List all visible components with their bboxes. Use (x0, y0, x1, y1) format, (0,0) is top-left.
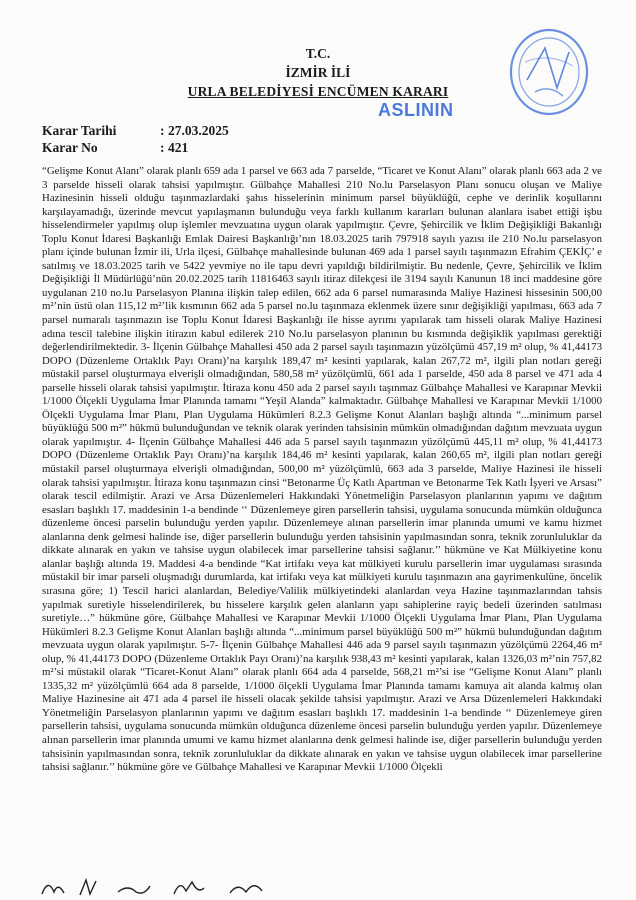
decision-meta (42, 122, 229, 156)
header-line-council-decision: URLA BELEDİYESİ ENCÜMEN KARARI (187, 84, 449, 99)
decision-body (42, 165, 602, 775)
decision-no-separator: : (160, 140, 165, 155)
header-line-tc: T.C. (305, 46, 331, 61)
decision-date-row (42, 122, 229, 139)
aslinin-stamp: ASLININ (378, 100, 454, 120)
official-seal-icon (505, 22, 593, 122)
decision-date-separator: : (160, 123, 165, 138)
decision-date-label: Karar Tarihi (42, 123, 117, 138)
header-line-province: İZMİR İLİ (285, 65, 351, 80)
decision-no-row (42, 139, 229, 156)
decision-no-value: 421 (168, 140, 189, 155)
signatures-icon (40, 876, 360, 898)
decision-no-label: Karar No (42, 140, 98, 155)
decision-paragraph: “Gelişme Konut Alanı” olarak planlı 659 ada 1 parsel ve 663 ada 7 parselde, “Ticaret ve Konut Alanı” olarak planlı 663 ada 2 ve 3 parselde hisseli olarak tahsisi yapılmıştır. Gülbahçe Mahallesi 210 No.lu Parselasyon Planı sonucu oluşan ve Maliye Hazinesinin hisseli olduğu taşınmazlardaki şahıs hisselerinin minimum parsel büyüklüğü, cephe ve derinlik koşullarını karşılayamadığı, üzerinde mevcut yapılaşmanın bulunduğu veya farklı kullanım kararları bulunan alanlara isabet ettiği işbu hisselendirmeler yapılmış olup işlemler mevzuatına uygun olarak yapılmıştır. Çevre, Şehircilik ve İklim Değişikliği Bakanlığı Toplu Konut İdaresi Başkanlığı Emlak Dairesi Başkanlığı’nın 18.03.2025 tarih 797918 sayılı yazısı ile 210 No.lu parselasyon planı içinde bulunan İzmir ili, Urla ilçesi, Gülbahçe mahallesinde bulunan 469 ada 1 parsel sayılı taşınmazın Efrahim ÇEKİÇ’ e satılmış ve 18.03.2025 tarih ve 5422 yevmiye no ile tapu devri yapıldığı bildirilmiştir. Bu nedenle, Çevre, Şehircilik ve İklim Değişikliği İl Müdürlüğü’nün 20.02.2025 tarih 11816463 sayılı itiraz dilekçesi ile 3194 sayılı Kanunun 18 inci maddesine göre uygulanan 210 no.lu Parselasyon Planına ilişkin talep edilen, 662 ada 6 parsel numarasında Maliye Hazinesi hissesinin 500,00 m²’nin üstü olan 115,12 m²’lik kısmının 662 ada 5 parsel no.lu taşınmaza eklenmek üzere sınır değişikliği yapılması, 663 ada 7 parsel numaralı taşınmazın ise Toplu Konut İdaresi Başkanlığı ile hisse ayrımı yapılarak tam hisseli olarak Maliye Hazinesi adına tescil talebine ilişkin itirazın kabul edilerek 210 No.lu parselasyon planının bu kısmında değişiklik yapılması gerektiği değerlendirilmektedir. 3- İlçenin Gülbahçe Mahallesi 450 ada 2 parsel sayılı taşınmazın yüzölçümü 457,19 m² olup, % 41,44173 DOPO (Düzenleme Ortaklık Payı Oranı)’na karşılık 189,47 m² kesinti yapılarak, kalan 267,72 m², ilgili plan notları gereği müstakil parsel oluşturmaya elverişli olmadığından, 580,58 m² yüzölçümlü, 661 ada 1 parselde, 450 ada 8 parsel ve 471 ada 4 parselle hisseli olarak tahsisi yapılmıştır. İtiraza konu 450 ada 2 parsel sayılı taşınmaz Gülbahçe Mahallesi ve Karapınar Mevkii 1/1000 Ölçekli Uygulama İmar Planında tamamı “Yeşil Alanda” kalmaktadır. Gülbahçe Mahallesi ve Karapınar Mevkii 1/1000 Ölçekli Uygulama İmar Planı, Plan Uygulama Hükümleri 8.2.3 Gelişme Konut Alanları başlığı altında “...minimum parsel büyüklüğü 500 m²” hükmü bulunduğundan ve teknik olarak yerinden tahsisinin mümkün olmadığından dağıtım mevzuata uygun olarak yapılmıştır. 4- İlçenin Gülbahçe Mahallesi 446 ada 5 parsel sayılı taşınmazın yüzölçümü 445,11 m² olup, % 41,44173 DOPO (Düzenleme Ortaklık Payı Oranı)’na karşılık 184,46 m² kesinti yapılarak, kalan 260,65 m², ilgili plan notları gereği müstakil parsel oluşturmaya elverişli olmadığından, 500,00 m² yüzölçümlü, 663 ada 3 parselde, Maliye Hazinesi ile hisseli olarak tahsisi yapılmıştır. İtiraza konu taşınmazın cinsi “Betonarme Üç Katlı Apartman ve Betonarme Tek Katlı İşyeri ve Arsası” olarak tescil edilmiştir. Arazi ve Arsa Düzenlemeleri Hakkındaki Yönetmeliğin Parselasyon planlarının yapımı ve dağıtım esasları başlıklı 17. maddesinin 1-a bendinde ‘‘ Düzenlemeye giren parsellerin tahsisi, uygulama sonucunda mümkün olduğunca düzenleme öncesi parselin bulunduğu yerden yapılır. Düzenlemeye alınan parsellerin imar planında umumi ve kamu hizmet alanlarına denk gelmesi halinde ise, diğer parsellerin bulunduğu yerden tahsisinin yapılmasından sonra, teknik zorunluluklar da dikkate alınarak en yakın ve tahsise uygun olabilecek imar parsellerine tahsisi sağlanır.’’ hükmüne ve Kat Mülkiyetine konu alanlar başlığı altında 19. Maddesi 4-a bendinde “Kat irtifakı veya kat mülkiyeti kurulu parsellerin imar uygulaması sırasında müstakil bir imar parseli oluşmadığı durumlarda, kat irtifakı veya kat mülkiyeti kurulu taşınmazın ana gayrimenkulüne, öncelik sırasına göre; 1) Tescil harici alanlardan, Belediye/Valilik mülkiyetindeki alanlardan veya Hazine taşınmazlarından tahsis yapılmak suretiyle hisselendirilerek, bu hisselere karşılık gelen alanların yapı sahiplerine rayiç bedeli üzerinden satılması suretiyle…” hükmüne göre, Gülbahçe Mahallesi ve Karapınar Mevkii 1/1000 Ölçekli Uygulama İmar Planı, Plan Uygulama Hükümleri 8.2.3 Gelişme Konut Alanları başlığı altında “...minimum parsel büyüklüğü 500 m²” hükmü bulunduğundan dağıtım mevzuata uygun olarak yapılmıştır. 5-7- İlçenin Gülbahçe Mahallesi 446 ada 9 parsel sayılı taşınmazın yüzölçümü 2264,46 m² olup, % 41,44173 DOPO (Düzenleme Ortaklık Payı Oranı)’na karşılık 938,43 m² kesinti yapılarak, kalan 1326,03 m²’nin 757,82 m²’si müstakil olarak “Ticaret-Konut Alanı” olarak planlı 664 ada 4 parselde, 568,21 m²’si ise “Gelişme Konut Alanı” planlı 1335,32 m² yüzölçümlü 664 ada 8 parselde, 1/1000 ölçekli Uygulama İmar Planında tamamı kamuya ait alanda kalmış olan Maliye Hazinesine ait 471 ada 4 parsel ile hisseli olacak şekilde tahsisi yapılmıştır. Arazi ve Arsa Düzenlemeleri Hakkındaki Yönetmeliğin Parselasyon planlarının yapımı ve dağıtım esasları başlıklı 17. maddesinin 1-a bendinde ‘‘ Düzenlemeye giren parsellerin tahsisi, uygulama sonucunda mümkün olduğunca düzenleme öncesi parselin bulunduğu yerden yapılır. Düzenlemeye alınan parsellerin imar planında umumi ve kamu hizmet alanlarına denk gelmesi halinde ise, diğer parsellerin bulunduğu yerden tahsisinin yapılmasından sonra, teknik zorunluluklar da dikkate alınarak en yakın ve tahsise uygun olabilecek imar parsellerine tahsisi sağlanır.’’ hükmüne göre ve Gülbahçe Mahallesi ve Karapınar Mevkii 1/1000 Ölçekli (42, 165, 602, 774)
decision-date-value: 27.03.2025 (168, 123, 229, 138)
